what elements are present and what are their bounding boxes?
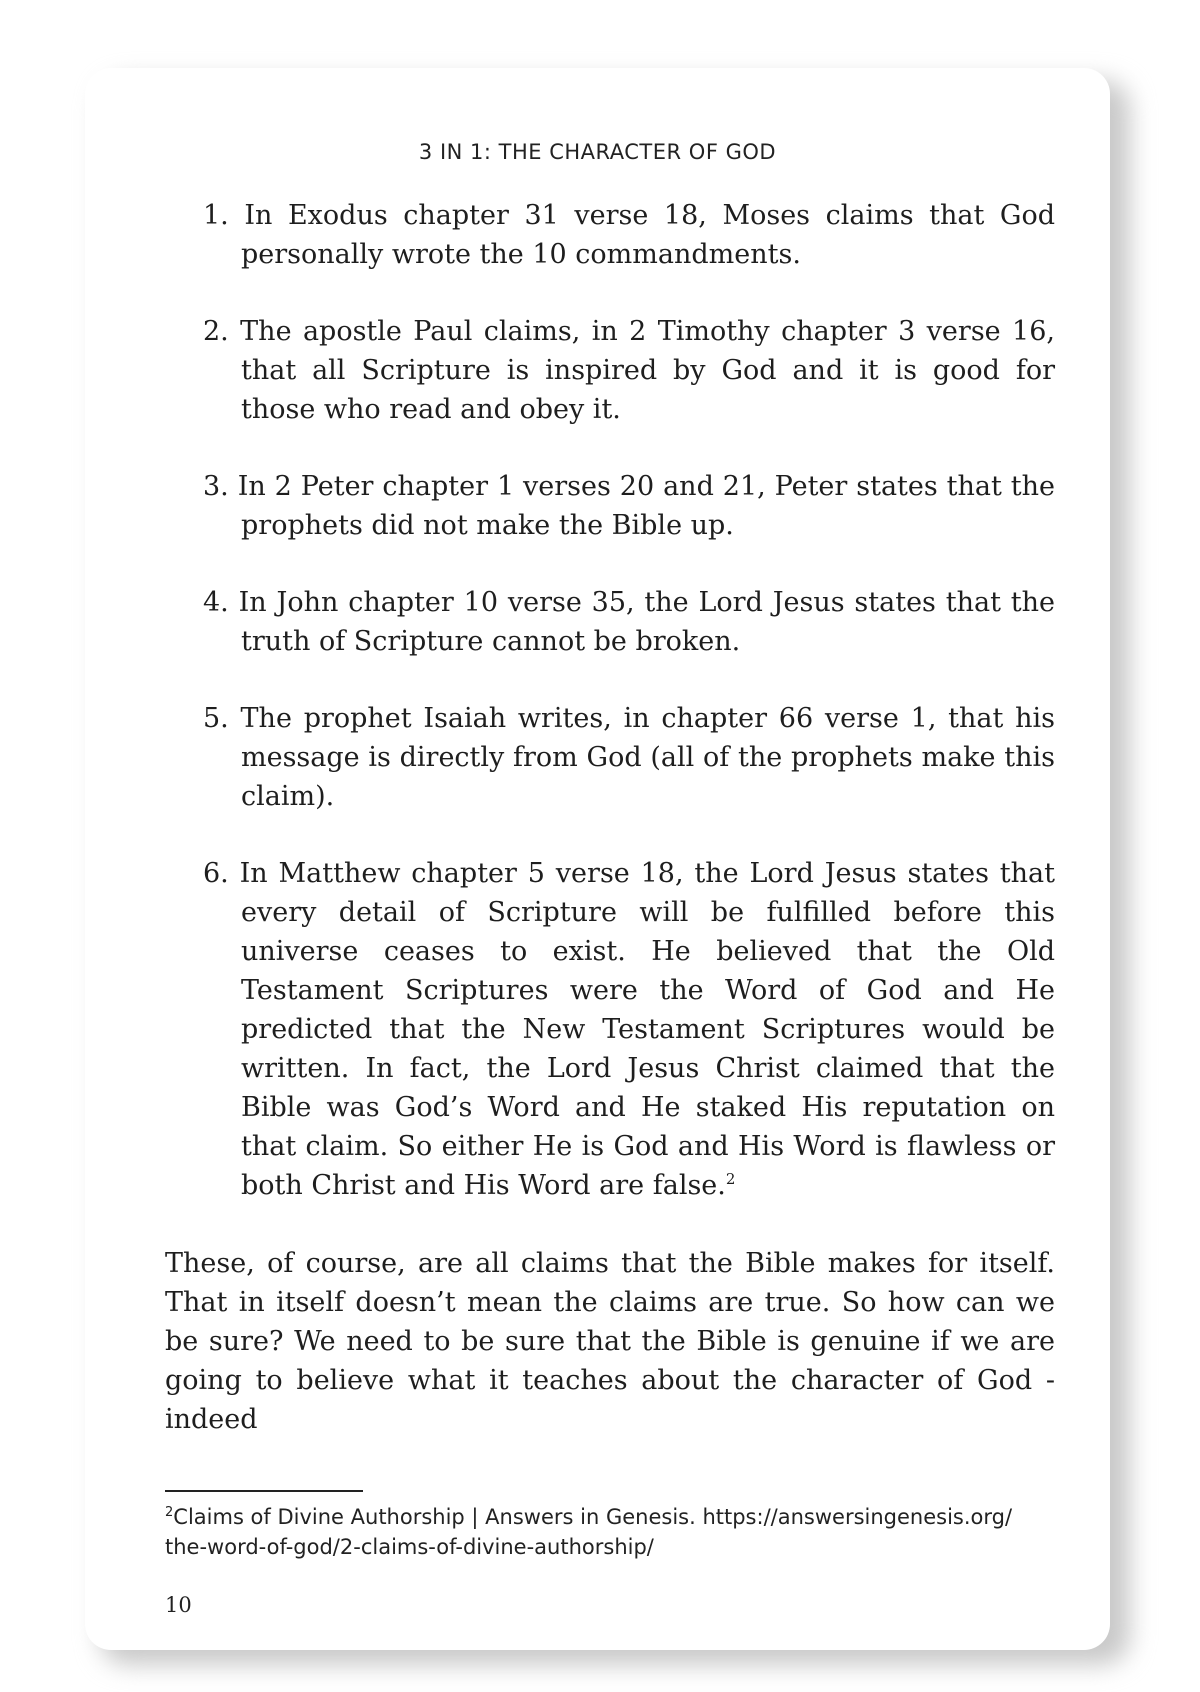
list-item-text: In John chapter 10 verse 35, the Lord Jesus states that the truth of Scripture cannot be broken. (238, 587, 1055, 657)
list-item-text: In Exodus chapter 31 verse 18, Moses claims that God personally wrote the 10 commandments. (241, 200, 1055, 270)
list-item-number: 1. (203, 200, 229, 231)
body-paragraph: These, of course, are all claims that the Bible makes for itself. That in itself doesn’t mean the claims are true. So how can we be sure? We need to be sure that the Bible is genuine if we are going to believe what it teaches about the character of God - indeed (165, 1248, 1055, 1435)
list-item-number: 6. (203, 858, 229, 889)
list-item (203, 467, 1055, 545)
list-item-number: 4. (203, 587, 229, 618)
footnote-marker: 2 (165, 1505, 174, 1520)
footnote-text: Claims of Divine Authorship | Answers in Genesis. https://answersingenesis.org/ the-word-of-god/2-claims-of-divine-authorship/ (165, 1505, 1013, 1559)
claims-list (203, 196, 1055, 1243)
list-item-number: 5. (203, 703, 229, 734)
list-item-text: In 2 Peter chapter 1 verses 20 and 21, Peter states that the prophets did not make the Bible up. (237, 471, 1055, 541)
running-header: 3 IN 1: THE CHARACTER OF GOD (418, 140, 777, 164)
list-item (203, 583, 1055, 661)
list-item-text: The apostle Paul claims, in 2 Timothy chapter 3 verse 16, that all Scripture is inspired by God and it is good for those who read and obey it. (240, 316, 1055, 425)
footnote-reference[interactable]: 2 (725, 1170, 736, 1188)
list-item (203, 699, 1055, 816)
footnote (165, 1502, 1055, 1562)
list-item-text: The prophet Isaiah writes, in chapter 66 verse 1, that his message is directly from God (all of the prophets make this claim). (240, 703, 1055, 812)
page-number: 10 (165, 1593, 192, 1617)
list-item (203, 312, 1055, 429)
book-page (85, 68, 1110, 1650)
list-item (203, 854, 1055, 1205)
list-item (203, 196, 1055, 274)
list-item-number: 2. (203, 316, 229, 347)
list-item-text: In Matthew chapter 5 verse 18, the Lord Jesus states that every detail of Scripture will be fulfilled before this universe ceases to exist. He believed that the Old Testament Scriptures were the Word of God and He predicted that the New Testament Scriptures would be written. In fact, the Lord Jesus Christ claimed that the Bible was God’s Word and He staked His reputation on that claim. So either He is God and His Word is flawless or both Christ and His Word are false. (239, 858, 1055, 1201)
footnote-divider (165, 1490, 363, 1492)
list-item-number: 3. (203, 471, 229, 502)
